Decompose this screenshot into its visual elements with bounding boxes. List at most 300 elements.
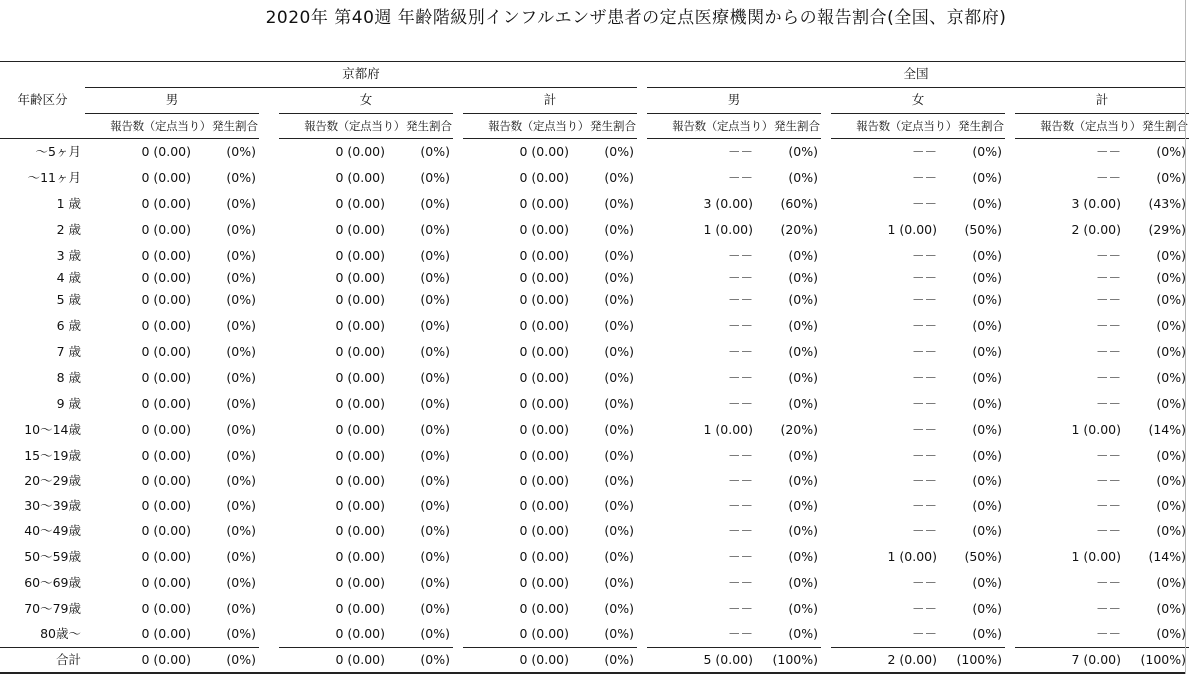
table-row-count-cell: 1 (0.00)	[703, 222, 753, 237]
table-row-count-cell: 0 (0.00)	[335, 318, 385, 333]
table-row-rate-cell: (0%)	[788, 318, 818, 333]
table-row-count-cell: －－	[727, 396, 753, 411]
table-row-count-cell: －－	[727, 344, 753, 359]
table-row-rate-cell: (50%)	[964, 222, 1002, 237]
table-row-rate-cell: (0%)	[604, 422, 634, 437]
table-row-count-cell: －－	[911, 422, 937, 437]
rate-column-header: 発生割合	[590, 119, 636, 133]
table-row-count-cell: 0 (0.00)	[335, 370, 385, 385]
table-row-rate-cell: (29%)	[1148, 222, 1186, 237]
table-row-count-cell: －－	[1095, 523, 1121, 538]
table-row-rate-cell: (0%)	[226, 344, 256, 359]
table-row-rate-cell: (0%)	[788, 144, 818, 159]
table-row-count-cell: 1 (0.00)	[1071, 422, 1121, 437]
total-top-rule-3	[463, 647, 637, 648]
table-row-count-cell: －－	[911, 626, 937, 641]
rate-column-header: 発生割合	[958, 119, 1004, 133]
table-row-count-cell: 0 (0.00)	[141, 196, 191, 211]
table-row-count-cell: －－	[911, 196, 937, 211]
table-row-age-label: 10～14歳	[24, 422, 81, 437]
count-column-header: 報告数（定点当り）	[672, 119, 773, 133]
table-row-rate-cell: (0%)	[604, 318, 634, 333]
table-row-count-cell: 0 (0.00)	[335, 473, 385, 488]
table-row-rate-cell: (0%)	[972, 473, 1002, 488]
total-row-count-cell: 0 (0.00)	[141, 652, 191, 667]
table-row-age-label: 2 歳	[56, 222, 81, 237]
table-row-rate-cell: (0%)	[604, 196, 634, 211]
total-row-age-label: 合計	[55, 652, 81, 667]
table-row-count-cell: 0 (0.00)	[519, 270, 569, 285]
table-row-rate-cell: (0%)	[420, 626, 450, 641]
table-row-rate-cell: (0%)	[1156, 370, 1186, 385]
table-row-count-cell: －－	[1095, 396, 1121, 411]
table-row-rate-cell: (0%)	[420, 344, 450, 359]
table-row-count-cell: 0 (0.00)	[141, 601, 191, 616]
sex-rule-6	[1015, 113, 1189, 114]
table-row-count-cell: 2 (0.00)	[1071, 222, 1121, 237]
table-row-rate-cell: (0%)	[226, 144, 256, 159]
table-row-rate-cell: (0%)	[1156, 601, 1186, 616]
table-row-rate-cell: (0%)	[604, 575, 634, 590]
table-row-count-cell: 0 (0.00)	[335, 422, 385, 437]
table-row-count-cell: －－	[911, 601, 937, 616]
region-header: 京都府	[342, 66, 380, 81]
table-row-count-cell: 1 (0.00)	[887, 222, 937, 237]
table-row-count-cell: 0 (0.00)	[141, 248, 191, 263]
table-row-rate-cell: (0%)	[1156, 344, 1186, 359]
table-row-rate-cell: (0%)	[420, 422, 450, 437]
region-rule-national	[647, 87, 1185, 88]
table-row-count-cell: －－	[727, 473, 753, 488]
table-row-rate-cell: (0%)	[226, 523, 256, 538]
table-row-count-cell: 0 (0.00)	[141, 344, 191, 359]
table-row-count-cell: 0 (0.00)	[519, 422, 569, 437]
table-row-rate-cell: (0%)	[604, 248, 634, 263]
total-row-rate-cell: (100%)	[956, 652, 1002, 667]
count-column-header: 報告数（定点当り）	[110, 119, 211, 133]
table-row-count-cell: 0 (0.00)	[519, 601, 569, 616]
table-row-rate-cell: (0%)	[788, 248, 818, 263]
table-row-count-cell: 0 (0.00)	[519, 196, 569, 211]
table-row-count-cell: －－	[1095, 344, 1121, 359]
table-row-rate-cell: (0%)	[420, 292, 450, 307]
table-row-rate-cell: (0%)	[420, 473, 450, 488]
table-row-rate-cell: (0%)	[420, 248, 450, 263]
table-row-rate-cell: (0%)	[972, 144, 1002, 159]
table-row-count-cell: －－	[911, 523, 937, 538]
table-row-rate-cell: (0%)	[1156, 170, 1186, 185]
table-row-count-cell: －－	[1095, 473, 1121, 488]
table-row-rate-cell: (0%)	[604, 626, 634, 641]
table-row-rate-cell: (0%)	[420, 601, 450, 616]
table-row-rate-cell: (0%)	[972, 626, 1002, 641]
table-row-count-cell: －－	[911, 396, 937, 411]
table-row-rate-cell: (0%)	[972, 575, 1002, 590]
table-row-count-cell: －－	[1095, 318, 1121, 333]
table-row-rate-cell: (0%)	[226, 575, 256, 590]
table-row-count-cell: 0 (0.00)	[335, 498, 385, 513]
table-top-rule	[0, 61, 1185, 62]
table-row-count-cell: －－	[911, 248, 937, 263]
table-row-rate-cell: (0%)	[788, 549, 818, 564]
table-row-count-cell: －－	[1095, 601, 1121, 616]
table-row-rate-cell: (0%)	[788, 344, 818, 359]
table-row-count-cell: 0 (0.00)	[335, 626, 385, 641]
table-row-count-cell: －－	[1095, 626, 1121, 641]
table-row-count-cell: 0 (0.00)	[335, 396, 385, 411]
table-row-count-cell: 0 (0.00)	[335, 344, 385, 359]
table-row-count-cell: 0 (0.00)	[141, 370, 191, 385]
table-row-rate-cell: (0%)	[604, 370, 634, 385]
table-row-rate-cell: (0%)	[788, 270, 818, 285]
table-row-count-cell: －－	[727, 370, 753, 385]
table-row-rate-cell: (0%)	[972, 248, 1002, 263]
total-row-rate-cell: (0%)	[604, 652, 634, 667]
table-row-rate-cell: (0%)	[1156, 448, 1186, 463]
rate-column-header: 発生割合	[406, 119, 452, 133]
table-row-count-cell: 0 (0.00)	[519, 248, 569, 263]
table-row-rate-cell: (0%)	[972, 601, 1002, 616]
table-row-count-cell: －－	[727, 144, 753, 159]
sex-rule-3	[463, 113, 637, 114]
table-row-rate-cell: (0%)	[788, 448, 818, 463]
table-row-count-cell: －－	[727, 270, 753, 285]
table-row-count-cell: 0 (0.00)	[335, 549, 385, 564]
sex-header: 男	[165, 92, 179, 107]
table-row-age-label: 50～59歳	[24, 549, 81, 564]
table-row-count-cell: 0 (0.00)	[335, 270, 385, 285]
table-row-age-label: 20～29歳	[24, 473, 81, 488]
count-column-header: 報告数（定点当り）	[488, 119, 589, 133]
page-title: 2020年 第40週 年齢階級別インフルエンザ患者の定点医療機関からの報告割合(全国、京都府)	[265, 8, 1007, 28]
table-row-rate-cell: (0%)	[972, 396, 1002, 411]
table-row-rate-cell: (0%)	[226, 170, 256, 185]
table-row-rate-cell: (0%)	[972, 523, 1002, 538]
rate-column-header: 発生割合	[1142, 119, 1188, 133]
table-row-rate-cell: (0%)	[226, 396, 256, 411]
table-row-rate-cell: (0%)	[226, 448, 256, 463]
total-row-count-cell: 0 (0.00)	[519, 652, 569, 667]
table-row-rate-cell: (0%)	[226, 498, 256, 513]
table-row-count-cell: 0 (0.00)	[141, 473, 191, 488]
table-row-rate-cell: (0%)	[788, 170, 818, 185]
table-row-rate-cell: (0%)	[604, 396, 634, 411]
table-row-rate-cell: (0%)	[1156, 626, 1186, 641]
table-row-rate-cell: (0%)	[420, 144, 450, 159]
table-row-count-cell: 0 (0.00)	[335, 248, 385, 263]
total-row-rate-cell: (100%)	[772, 652, 818, 667]
table-row-rate-cell: (0%)	[604, 523, 634, 538]
table-row-count-cell: 0 (0.00)	[519, 170, 569, 185]
table-row-rate-cell: (0%)	[1156, 270, 1186, 285]
table-row-count-cell: 0 (0.00)	[141, 523, 191, 538]
table-row-count-cell: 0 (0.00)	[141, 498, 191, 513]
sex-header: 女	[911, 92, 925, 107]
table-row-rate-cell: (0%)	[788, 575, 818, 590]
table-row-count-cell: －－	[1095, 498, 1121, 513]
table-row-count-cell: 0 (0.00)	[519, 292, 569, 307]
table-row-count-cell: －－	[911, 270, 937, 285]
table-row-age-label: 3 歳	[56, 248, 81, 263]
table-row-count-cell: 0 (0.00)	[141, 626, 191, 641]
sheet-edge-divider	[1185, 0, 1186, 674]
table-row-rate-cell: (60%)	[780, 196, 818, 211]
table-row-age-label: 60～69歳	[24, 575, 81, 590]
sex-header: 計	[543, 92, 557, 107]
table-row-count-cell: 0 (0.00)	[519, 144, 569, 159]
table-row-rate-cell: (0%)	[226, 318, 256, 333]
table-row-age-label: 7 歳	[56, 344, 81, 359]
table-row-rate-cell: (0%)	[604, 270, 634, 285]
table-row-rate-cell: (0%)	[420, 396, 450, 411]
table-row-count-cell: 3 (0.00)	[703, 196, 753, 211]
table-row-count-cell: 0 (0.00)	[141, 422, 191, 437]
table-row-rate-cell: (0%)	[226, 626, 256, 641]
table-row-count-cell: －－	[911, 473, 937, 488]
table-row-count-cell: 0 (0.00)	[335, 196, 385, 211]
table-row-count-cell: 0 (0.00)	[141, 396, 191, 411]
table-row-count-cell: 0 (0.00)	[335, 292, 385, 307]
table-row-count-cell: 0 (0.00)	[335, 448, 385, 463]
table-row-count-cell: －－	[911, 318, 937, 333]
table-row-count-cell: 3 (0.00)	[1071, 196, 1121, 211]
table-row-age-label: 6 歳	[56, 318, 81, 333]
sex-rule-2	[279, 113, 453, 114]
table-row-rate-cell: (0%)	[972, 344, 1002, 359]
table-row-rate-cell: (0%)	[604, 170, 634, 185]
table-row-count-cell: 1 (0.00)	[1071, 549, 1121, 564]
table-row-rate-cell: (0%)	[972, 448, 1002, 463]
table-row-rate-cell: (0%)	[972, 498, 1002, 513]
total-top-rule-5	[831, 647, 1005, 648]
table-row-count-cell: －－	[727, 318, 753, 333]
table-row-rate-cell: (0%)	[1156, 144, 1186, 159]
table-row-count-cell: 1 (0.00)	[703, 422, 753, 437]
table-row-rate-cell: (0%)	[972, 292, 1002, 307]
table-row-count-cell: 0 (0.00)	[141, 270, 191, 285]
header-bottom-rule-2	[279, 138, 453, 139]
table-row-rate-cell: (0%)	[226, 222, 256, 237]
table-row-rate-cell: (0%)	[788, 292, 818, 307]
table-row-age-label: 1 歳	[56, 196, 81, 211]
table-row-count-cell: 0 (0.00)	[519, 523, 569, 538]
header-bottom-rule-6	[1015, 138, 1189, 139]
table-row-count-cell: 0 (0.00)	[141, 144, 191, 159]
table-row-count-cell: －－	[727, 626, 753, 641]
table-row-rate-cell: (50%)	[964, 549, 1002, 564]
table-row-count-cell: 0 (0.00)	[141, 222, 191, 237]
table-row-count-cell: 0 (0.00)	[141, 575, 191, 590]
table-row-count-cell: －－	[1095, 292, 1121, 307]
table-row-age-label: 5 歳	[56, 292, 81, 307]
header-bottom-rule-3	[463, 138, 637, 139]
table-row-rate-cell: (14%)	[1148, 422, 1186, 437]
table-row-rate-cell: (0%)	[226, 292, 256, 307]
table-row-count-cell: －－	[1095, 170, 1121, 185]
rate-column-header: 発生割合	[212, 119, 258, 133]
table-row-rate-cell: (14%)	[1148, 549, 1186, 564]
table-row-age-label: ～5ヶ月	[35, 144, 81, 159]
total-top-rule-4	[647, 647, 821, 648]
table-row-count-cell: －－	[911, 370, 937, 385]
table-row-count-cell: －－	[1095, 270, 1121, 285]
header-bottom-rule-age	[0, 138, 85, 139]
table-row-rate-cell: (0%)	[1156, 523, 1186, 538]
table-row-count-cell: 0 (0.00)	[141, 170, 191, 185]
table-row-count-cell: 0 (0.00)	[335, 601, 385, 616]
table-row-rate-cell: (0%)	[604, 344, 634, 359]
table-row-count-cell: －－	[727, 448, 753, 463]
table-row-rate-cell: (0%)	[604, 498, 634, 513]
table-row-rate-cell: (0%)	[1156, 292, 1186, 307]
table-row-count-cell: －－	[727, 248, 753, 263]
table-row-rate-cell: (0%)	[604, 549, 634, 564]
table-row-count-cell: －－	[727, 292, 753, 307]
total-top-rule-6	[1015, 647, 1189, 648]
table-row-rate-cell: (0%)	[788, 370, 818, 385]
table-row-count-cell: 0 (0.00)	[335, 144, 385, 159]
table-row-rate-cell: (0%)	[788, 523, 818, 538]
table-row-rate-cell: (43%)	[1148, 196, 1186, 211]
sex-rule-1	[85, 113, 259, 114]
table-row-rate-cell: (0%)	[1156, 396, 1186, 411]
table-row-count-cell: －－	[911, 498, 937, 513]
table-row-count-cell: 0 (0.00)	[519, 396, 569, 411]
table-row-age-label: 8 歳	[56, 370, 81, 385]
total-row-count-cell: 5 (0.00)	[703, 652, 753, 667]
sex-rule-4	[647, 113, 821, 114]
sex-header: 女	[359, 92, 373, 107]
table-row-count-cell: －－	[911, 575, 937, 590]
table-row-rate-cell: (0%)	[226, 549, 256, 564]
table-row-count-cell: 0 (0.00)	[519, 498, 569, 513]
table-row-count-cell: 0 (0.00)	[519, 549, 569, 564]
table-row-count-cell: －－	[911, 344, 937, 359]
sex-header: 男	[727, 92, 741, 107]
table-row-count-cell: 0 (0.00)	[141, 292, 191, 307]
table-row-count-cell: 0 (0.00)	[335, 222, 385, 237]
table-row-rate-cell: (0%)	[1156, 473, 1186, 488]
total-top-rule-1	[85, 647, 259, 648]
table-row-count-cell: －－	[727, 549, 753, 564]
table-row-count-cell: －－	[1095, 248, 1121, 263]
table-row-count-cell: 0 (0.00)	[519, 222, 569, 237]
table-row-rate-cell: (0%)	[972, 370, 1002, 385]
table-row-rate-cell: (0%)	[420, 523, 450, 538]
table-row-count-cell: －－	[911, 292, 937, 307]
table-row-count-cell: －－	[727, 170, 753, 185]
total-row-rate-cell: (0%)	[420, 652, 450, 667]
table-row-rate-cell: (20%)	[780, 422, 818, 437]
table-row-rate-cell: (0%)	[972, 170, 1002, 185]
table-row-count-cell: －－	[1095, 575, 1121, 590]
table-row-count-cell: 0 (0.00)	[519, 473, 569, 488]
table-row-rate-cell: (0%)	[1156, 318, 1186, 333]
header-bottom-rule-1	[85, 138, 259, 139]
table-row-count-cell: 0 (0.00)	[335, 575, 385, 590]
table-row-age-label: 40～49歳	[24, 523, 81, 538]
table-row-count-cell: 0 (0.00)	[519, 318, 569, 333]
header-bottom-rule-5	[831, 138, 1005, 139]
table-row-rate-cell: (0%)	[788, 473, 818, 488]
total-top-rule-2	[279, 647, 453, 648]
table-row-count-cell: 1 (0.00)	[887, 549, 937, 564]
table-row-count-cell: 0 (0.00)	[335, 523, 385, 538]
table-row-age-label: ～11ヶ月	[27, 170, 81, 185]
total-top-rule-age	[0, 647, 85, 648]
table-row-count-cell: 0 (0.00)	[519, 626, 569, 641]
count-column-header: 報告数（定点当り）	[856, 119, 957, 133]
sex-rule-5	[831, 113, 1005, 114]
table-row-count-cell: －－	[727, 523, 753, 538]
total-row-rate-cell: (100%)	[1140, 652, 1186, 667]
header-bottom-rule-4	[647, 138, 821, 139]
table-row-count-cell: －－	[727, 575, 753, 590]
table-row-rate-cell: (0%)	[604, 222, 634, 237]
table-row-rate-cell: (0%)	[226, 196, 256, 211]
header-age-group: 年齢区分	[17, 92, 68, 107]
table-row-rate-cell: (0%)	[604, 292, 634, 307]
table-row-rate-cell: (0%)	[972, 318, 1002, 333]
table-row-rate-cell: (0%)	[1156, 575, 1186, 590]
table-row-rate-cell: (0%)	[604, 144, 634, 159]
table-row-count-cell: 0 (0.00)	[141, 318, 191, 333]
table-row-rate-cell: (0%)	[420, 549, 450, 564]
table-row-count-cell: －－	[1095, 448, 1121, 463]
total-row-count-cell: 7 (0.00)	[1071, 652, 1121, 667]
table-row-rate-cell: (0%)	[788, 396, 818, 411]
region-header: 全国	[903, 66, 929, 81]
table-row-rate-cell: (0%)	[972, 270, 1002, 285]
table-row-count-cell: －－	[1095, 144, 1121, 159]
total-row-rate-cell: (0%)	[226, 652, 256, 667]
table-row-count-cell: 0 (0.00)	[519, 448, 569, 463]
table-row-rate-cell: (0%)	[420, 270, 450, 285]
table-row-rate-cell: (0%)	[1156, 248, 1186, 263]
table-row-rate-cell: (0%)	[604, 448, 634, 463]
table-row-rate-cell: (20%)	[780, 222, 818, 237]
table-row-rate-cell: (0%)	[420, 222, 450, 237]
table-row-age-label: 4 歳	[56, 270, 81, 285]
table-row-count-cell: 0 (0.00)	[141, 549, 191, 564]
table-row-rate-cell: (0%)	[226, 370, 256, 385]
table-row-rate-cell: (0%)	[226, 473, 256, 488]
table-row-count-cell: －－	[727, 601, 753, 616]
region-rule-kyoto	[85, 87, 637, 88]
table-row-rate-cell: (0%)	[604, 473, 634, 488]
table-row-rate-cell: (0%)	[226, 270, 256, 285]
total-row-count-cell: 2 (0.00)	[887, 652, 937, 667]
table-row-rate-cell: (0%)	[972, 196, 1002, 211]
table-row-rate-cell: (0%)	[604, 601, 634, 616]
table-row-count-cell: 0 (0.00)	[141, 448, 191, 463]
table-row-count-cell: 0 (0.00)	[519, 575, 569, 590]
table-row-count-cell: －－	[727, 498, 753, 513]
table-row-rate-cell: (0%)	[788, 601, 818, 616]
table-row-rate-cell: (0%)	[226, 248, 256, 263]
count-column-header: 報告数（定点当り）	[1040, 119, 1141, 133]
table-row-rate-cell: (0%)	[788, 498, 818, 513]
table-row-count-cell: 0 (0.00)	[519, 344, 569, 359]
count-column-header: 報告数（定点当り）	[304, 119, 405, 133]
table-row-rate-cell: (0%)	[420, 196, 450, 211]
table-row-count-cell: －－	[911, 144, 937, 159]
table-row-count-cell: 0 (0.00)	[335, 170, 385, 185]
table-row-rate-cell: (0%)	[420, 170, 450, 185]
table-row-rate-cell: (0%)	[420, 370, 450, 385]
rate-column-header: 発生割合	[774, 119, 820, 133]
table-row-rate-cell: (0%)	[226, 601, 256, 616]
